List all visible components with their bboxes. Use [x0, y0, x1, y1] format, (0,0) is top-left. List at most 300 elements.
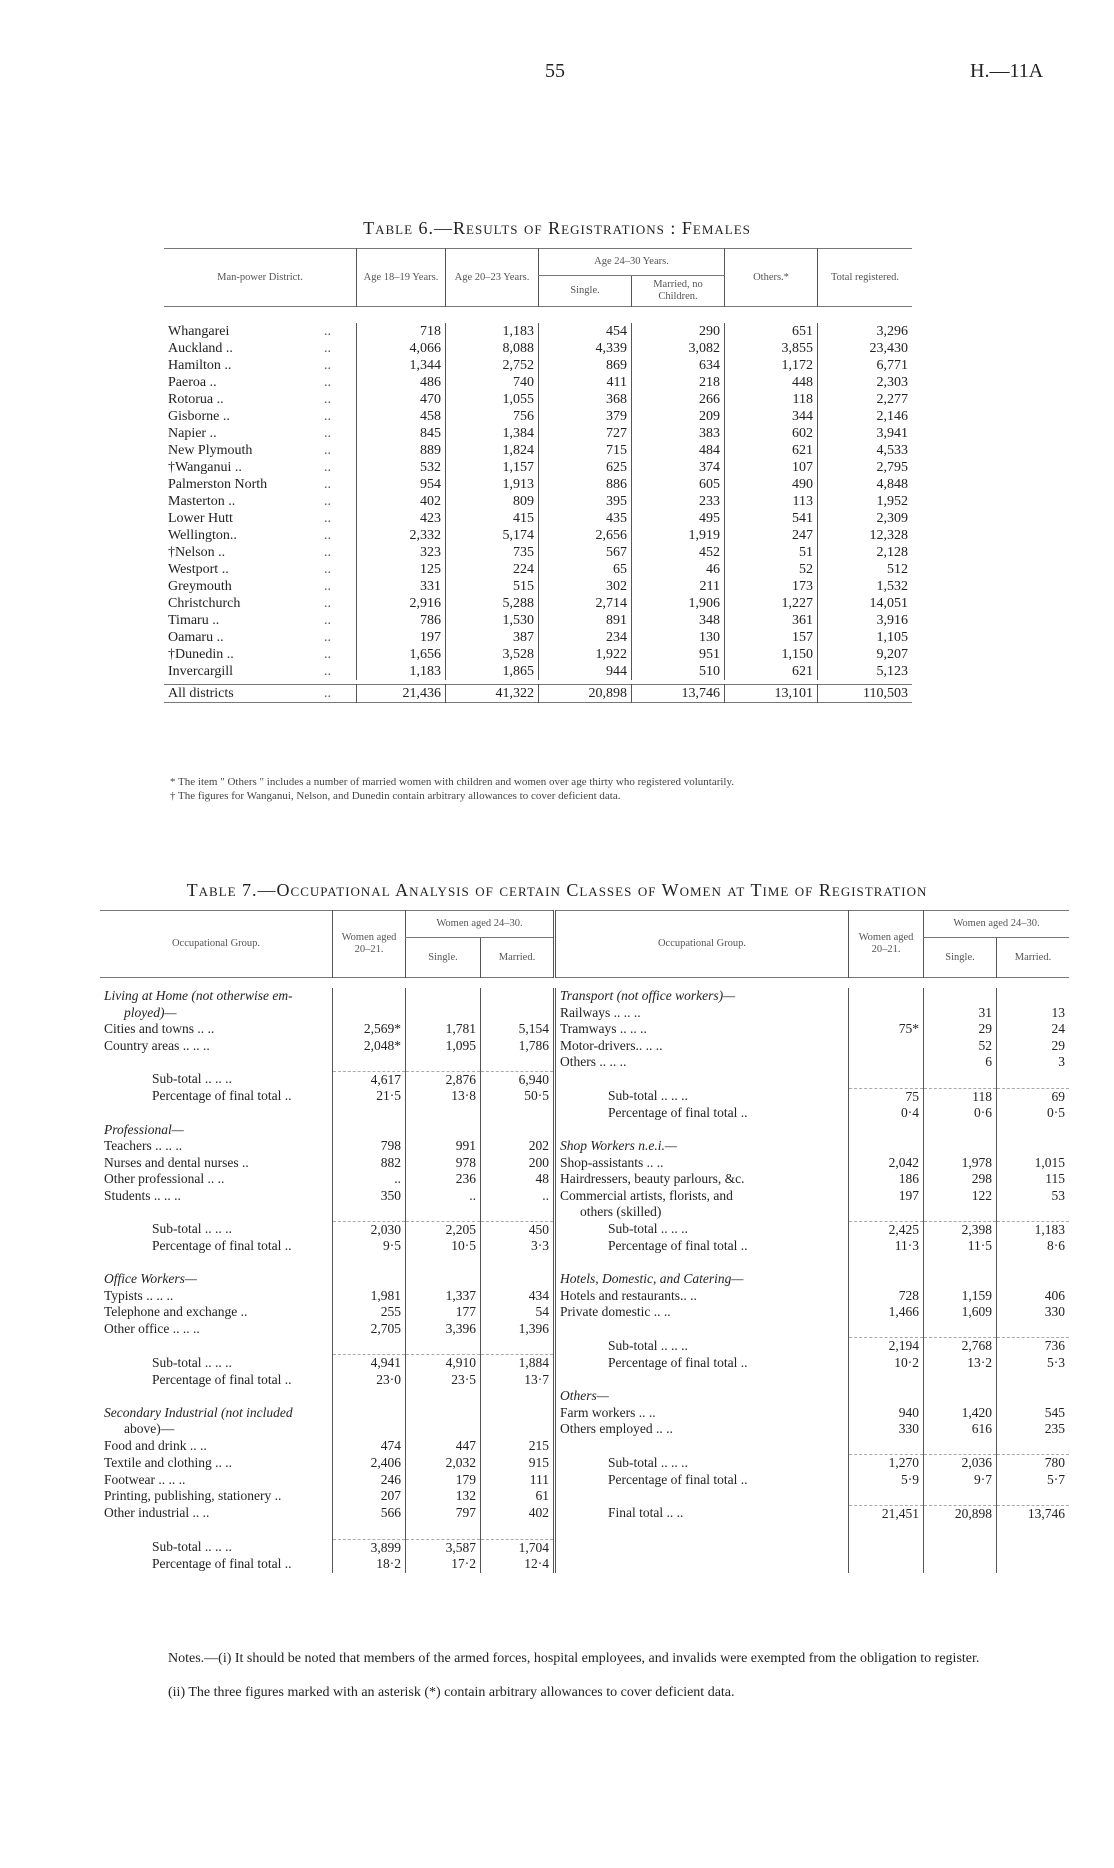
leader-dots: .. [324, 528, 331, 543]
right-value-cell [924, 1122, 997, 1139]
value-cell: 2,128 [818, 544, 913, 561]
value-cell: 411 [539, 374, 632, 391]
value-cell: 1,344 [357, 357, 446, 374]
right-group-label: Percentage of final total .. [555, 1105, 849, 1122]
left-value-cell [333, 1388, 406, 1405]
left-group-label [100, 1255, 333, 1272]
value-cell: 9,207 [818, 646, 913, 663]
right-value-cell: 0·4 [849, 1105, 924, 1122]
right-group-label [555, 1321, 849, 1338]
left-value-cell [333, 1255, 406, 1272]
leader-dots: .. [324, 596, 331, 611]
left-group-label: Sub-total .. .. .. [152, 1539, 232, 1555]
right-value-cell [997, 1321, 1070, 1338]
left-group-label: Printing, publishing, stationery .. [104, 1488, 282, 1504]
value-cell: 2,303 [818, 374, 913, 391]
table-row [164, 476, 912, 493]
value-cell: 247 [725, 527, 818, 544]
right-value-cell: 1,978 [924, 1155, 997, 1172]
value-cell: 130 [632, 629, 725, 646]
table-row [164, 374, 912, 391]
left-value-cell [481, 1204, 555, 1221]
table-row [100, 1204, 1069, 1221]
left-group-label: ployed)— [124, 1004, 177, 1020]
left-value-cell: 54 [481, 1304, 555, 1321]
leader-dots: .. [324, 613, 331, 628]
col-others: Others.* [725, 249, 818, 307]
table-row [100, 1355, 1069, 1372]
value-cell: 2,752 [446, 357, 539, 374]
table-row [164, 340, 912, 357]
value-cell: 209 [632, 408, 725, 425]
col-married: Married, no Children. [632, 276, 725, 307]
value-cell: 2,332 [357, 527, 446, 544]
left-value-cell [406, 1421, 481, 1438]
leader-dots: .. [324, 460, 331, 475]
left-value-cell: 13·8 [406, 1088, 481, 1105]
right-value-cell: 20,898 [924, 1505, 997, 1522]
col-occupational-group-left: Occupational Group. [171, 938, 261, 949]
left-value-cell: 23·0 [333, 1372, 406, 1389]
table-row [164, 544, 912, 561]
right-value-cell [997, 1122, 1070, 1139]
right-group-label: Sub-total .. .. .. [555, 1221, 849, 1238]
right-value-cell [849, 1522, 924, 1539]
left-value-cell [333, 988, 406, 1005]
left-group-label: Percentage of final total .. [152, 1088, 292, 1104]
col-married-left: Married. [481, 938, 555, 978]
left-value-cell: 434 [481, 1288, 555, 1305]
right-value-cell [997, 1255, 1070, 1272]
left-value-cell [481, 1338, 555, 1355]
district-name: Palmerston North [168, 477, 268, 492]
left-value-cell [333, 1005, 406, 1022]
table-row [100, 1221, 1069, 1238]
left-value-cell [333, 1105, 406, 1122]
value-cell: 1,530 [446, 612, 539, 629]
left-value-cell [481, 1054, 555, 1071]
value-cell: 218 [632, 374, 725, 391]
left-value-cell [481, 1271, 555, 1288]
value-cell: 5,174 [446, 527, 539, 544]
left-value-cell: 2,569* [333, 1021, 406, 1038]
value-cell: 4,066 [357, 340, 446, 357]
left-value-cell: 4,941 [333, 1355, 406, 1372]
right-value-cell: 13 [997, 1005, 1070, 1022]
leader-dots: .. [324, 341, 331, 356]
right-value-cell: 1,015 [997, 1155, 1070, 1172]
value-cell: 2,916 [357, 595, 446, 612]
value-cell: 602 [725, 425, 818, 442]
value-cell: 2,795 [818, 459, 913, 476]
col-women-24-30-left: Women aged 24–30. [406, 911, 555, 938]
left-value-cell: 3,587 [406, 1539, 481, 1556]
left-value-cell [481, 1405, 555, 1422]
value-cell: 2,714 [539, 595, 632, 612]
col-women-20-21-right: Women aged 20–21. [849, 911, 924, 978]
table-row [100, 1271, 1069, 1288]
value-cell: 6,771 [818, 357, 913, 374]
right-value-cell [924, 1438, 997, 1455]
right-value-cell: 115 [997, 1171, 1070, 1188]
value-cell: 3,941 [818, 425, 913, 442]
value-cell: 605 [632, 476, 725, 493]
table6-footnote-dagger: † The figures for Wanganui, Nelson, and Dunedin contain arbitrary allowances to cover deficient data. [170, 790, 621, 802]
table7-title: Table 7.—Occupational Analysis of certain Classes of Women at Time of Registration [186, 880, 928, 900]
left-group-label: Percentage of final total .. [152, 1238, 292, 1253]
right-group-label [555, 1071, 849, 1088]
table-row [100, 1438, 1069, 1455]
district-name: Timaru .. [168, 613, 220, 628]
right-group-label: Others employed .. .. [555, 1421, 849, 1438]
value-cell: 65 [539, 561, 632, 578]
total-cell: 13,746 [632, 685, 725, 703]
district-name: Napier .. [168, 426, 217, 441]
table-row [100, 1038, 1069, 1055]
right-group-label: Sub-total .. .. .. [555, 1088, 849, 1105]
right-value-cell [924, 1204, 997, 1221]
left-group-label [100, 1338, 333, 1355]
leader-dots: .. [324, 375, 331, 390]
table-row [100, 1122, 1069, 1139]
left-value-cell: 3,396 [406, 1321, 481, 1338]
right-group-label: Sub-total .. .. .. [555, 1338, 849, 1355]
district-name: Westport .. [168, 562, 229, 577]
left-group-label: Food and drink .. .. [104, 1437, 207, 1453]
table-row [164, 493, 912, 510]
left-group-label: Office Workers— [104, 1271, 197, 1286]
left-value-cell [333, 1271, 406, 1288]
right-group-label [555, 1488, 849, 1505]
left-value-cell: 1,884 [481, 1355, 555, 1372]
value-cell: 12,328 [818, 527, 913, 544]
right-group-label: Shop Workers n.e.i.— [555, 1138, 849, 1155]
right-value-cell [849, 1271, 924, 1288]
table-row [100, 1405, 1069, 1422]
value-cell: 1,227 [725, 595, 818, 612]
left-value-cell: 350 [333, 1188, 406, 1205]
table-row [100, 1138, 1069, 1155]
left-value-cell: 48 [481, 1171, 555, 1188]
value-cell: 1,150 [725, 646, 818, 663]
left-group-label: Country areas .. .. .. [104, 1037, 210, 1053]
left-value-cell: 1,981 [333, 1288, 406, 1305]
right-value-cell [924, 1522, 997, 1539]
right-value-cell: 24 [997, 1021, 1070, 1038]
right-value-cell: 5·7 [997, 1472, 1070, 1489]
table6-title: Table 6.—Results of Registrations : Females [363, 218, 751, 238]
value-cell: 886 [539, 476, 632, 493]
value-cell: 1,532 [818, 578, 913, 595]
right-value-cell: 6 [924, 1054, 997, 1071]
col-age-18-19: Age 18–19 Years. [357, 249, 446, 307]
value-cell: 458 [357, 408, 446, 425]
col-single-left: Single. [406, 938, 481, 978]
value-cell: 1,384 [446, 425, 539, 442]
leader-dots: .. [324, 686, 331, 701]
left-value-cell: 450 [481, 1221, 555, 1238]
left-value-cell: 1,704 [481, 1539, 555, 1556]
right-value-cell [849, 1556, 924, 1573]
value-cell: 718 [357, 323, 446, 340]
left-value-cell [481, 988, 555, 1005]
table-row [100, 1338, 1069, 1355]
right-value-cell [924, 1488, 997, 1505]
value-cell: 4,339 [539, 340, 632, 357]
table-row [164, 442, 912, 459]
value-cell: 845 [357, 425, 446, 442]
right-value-cell: 940 [849, 1405, 924, 1422]
right-group-label: Sub-total .. .. .. [555, 1455, 849, 1472]
table-row [164, 527, 912, 544]
value-cell: 2,309 [818, 510, 913, 527]
value-cell: 1,865 [446, 663, 539, 680]
left-value-cell [406, 1105, 481, 1122]
right-group-label: Private domestic .. .. [555, 1304, 849, 1321]
right-value-cell: 780 [997, 1455, 1070, 1472]
table-row [164, 459, 912, 476]
table-row [100, 1472, 1069, 1489]
left-value-cell [481, 1105, 555, 1122]
right-value-cell: 53 [997, 1188, 1070, 1205]
value-cell: 323 [357, 544, 446, 561]
value-cell: 510 [632, 663, 725, 680]
left-group-label: Percentage of final total .. [152, 1556, 292, 1571]
district-name: New Plymouth [168, 443, 253, 458]
value-cell: 567 [539, 544, 632, 561]
left-value-cell: 179 [406, 1472, 481, 1489]
left-group-label: Living at Home (not otherwise em- [104, 988, 293, 1003]
col-occupational-group-right: Occupational Group. [555, 911, 849, 978]
right-value-cell [997, 1388, 1070, 1405]
value-cell: 107 [725, 459, 818, 476]
right-group-label [555, 1556, 849, 1573]
value-cell: 1,952 [818, 493, 913, 510]
right-value-cell: 69 [997, 1088, 1070, 1105]
value-cell: 379 [539, 408, 632, 425]
col-married-right: Married. [997, 938, 1070, 978]
right-group-label [555, 1522, 849, 1539]
right-group-label: Percentage of final total .. [555, 1472, 849, 1489]
value-cell: 891 [539, 612, 632, 629]
value-cell: 14,051 [818, 595, 913, 612]
table-row [100, 1105, 1069, 1122]
left-value-cell: .. [406, 1188, 481, 1205]
leader-dots: .. [324, 409, 331, 424]
table-row [100, 1556, 1069, 1573]
left-group-label: Percentage of final total .. [152, 1371, 292, 1387]
left-group-label: Other professional .. .. [104, 1171, 225, 1186]
value-cell: 197 [357, 629, 446, 646]
right-group-label: Hairdressers, beauty parlours, &c. [555, 1171, 849, 1188]
left-group-label: Telephone and exchange .. [104, 1304, 248, 1319]
left-value-cell: 882 [333, 1155, 406, 1172]
value-cell: 944 [539, 663, 632, 680]
col-single: Single. [539, 276, 632, 307]
right-group-label [555, 1255, 849, 1272]
left-group-label: Footwear .. .. .. [104, 1471, 186, 1487]
total-label: All districts [168, 686, 234, 701]
leader-dots: .. [324, 477, 331, 492]
left-value-cell: 978 [406, 1155, 481, 1172]
left-value-cell: 12·4 [481, 1556, 555, 1573]
right-value-cell [924, 1388, 997, 1405]
right-value-cell [997, 1438, 1070, 1455]
leader-dots: .. [324, 647, 331, 662]
table-row [164, 595, 912, 612]
value-cell: 387 [446, 629, 539, 646]
value-cell: 512 [818, 561, 913, 578]
left-value-cell: .. [481, 1188, 555, 1205]
table-row [100, 1171, 1069, 1188]
value-cell: 448 [725, 374, 818, 391]
left-value-cell: 207 [333, 1488, 406, 1505]
value-cell: 486 [357, 374, 446, 391]
value-cell: 454 [539, 323, 632, 340]
left-group-label: Sub-total .. .. .. [152, 1221, 232, 1237]
left-value-cell: 3·3 [481, 1238, 555, 1255]
right-value-cell: 13,746 [997, 1505, 1070, 1522]
right-value-cell [924, 1138, 997, 1155]
left-value-cell: 3,899 [333, 1539, 406, 1556]
right-group-label: Shop-assistants .. .. [555, 1155, 849, 1172]
table-row [100, 1255, 1069, 1272]
right-group-label: Hotels and restaurants.. .. [555, 1288, 849, 1305]
value-cell: 954 [357, 476, 446, 493]
value-cell: 1,913 [446, 476, 539, 493]
value-cell: 1,157 [446, 459, 539, 476]
value-cell: 3,528 [446, 646, 539, 663]
right-value-cell [849, 1539, 924, 1556]
value-cell: 368 [539, 391, 632, 408]
right-value-cell [849, 1122, 924, 1139]
leader-dots: .. [324, 511, 331, 526]
left-value-cell [406, 1122, 481, 1139]
district-name: Gisborne .. [168, 409, 230, 424]
left-value-cell [406, 1522, 481, 1539]
left-group-label: Sub-total .. .. .. [152, 1071, 232, 1087]
left-value-cell: 202 [481, 1138, 555, 1155]
table-row [164, 510, 912, 527]
left-value-cell [406, 1338, 481, 1355]
left-value-cell: 797 [406, 1505, 481, 1522]
table-row [164, 629, 912, 646]
value-cell: 484 [632, 442, 725, 459]
district-name: Invercargill [168, 664, 234, 679]
right-value-cell [924, 1539, 997, 1556]
value-cell: 224 [446, 561, 539, 578]
left-group-label: Professional— [104, 1121, 184, 1137]
value-cell: 348 [632, 612, 725, 629]
value-cell: 113 [725, 493, 818, 510]
right-value-cell: 8·6 [997, 1238, 1070, 1255]
right-value-cell: 11·3 [849, 1238, 924, 1255]
value-cell: 1,656 [357, 646, 446, 663]
value-cell: 374 [632, 459, 725, 476]
table-row [100, 1071, 1069, 1088]
right-value-cell: 11·5 [924, 1238, 997, 1255]
table-row [164, 323, 912, 340]
left-group-label [100, 1054, 333, 1071]
left-value-cell [333, 1421, 406, 1438]
leader-dots: .. [324, 324, 331, 339]
right-group-label: Others .. .. .. [555, 1054, 849, 1071]
left-group-label [100, 1105, 333, 1122]
left-value-cell [406, 1005, 481, 1022]
right-value-cell: 122 [924, 1188, 997, 1205]
left-value-cell: 2,876 [406, 1071, 481, 1088]
district-name: Whangarei [168, 324, 230, 339]
table-row [100, 1421, 1069, 1438]
right-value-cell: 616 [924, 1421, 997, 1438]
district-name: Oamaru .. [168, 630, 224, 645]
right-group-label: Motor-drivers.. .. .. [555, 1038, 849, 1055]
district-name: Auckland .. [168, 341, 233, 356]
left-value-cell [333, 1522, 406, 1539]
table-row [100, 1188, 1069, 1205]
table6-footnote-others: * The item " Others " includes a number of married women with children and women over age thirty who registered voluntarily. [170, 776, 735, 788]
value-cell: 634 [632, 357, 725, 374]
left-group-label: Secondary Industrial (not included [104, 1404, 293, 1420]
left-group-label: Students .. .. .. [104, 1187, 181, 1203]
right-group-label: Transport (not office workers)— [555, 988, 849, 1005]
right-value-cell [849, 1054, 924, 1071]
left-value-cell: 915 [481, 1455, 555, 1472]
right-group-label: Percentage of final total .. [555, 1355, 849, 1372]
left-value-cell: 246 [333, 1472, 406, 1489]
table-row [100, 1021, 1069, 1038]
table-row [164, 425, 912, 442]
right-value-cell [849, 1005, 924, 1022]
left-value-cell: 23·5 [406, 1372, 481, 1389]
left-value-cell [333, 1054, 406, 1071]
value-cell: 651 [725, 323, 818, 340]
right-value-cell: 21,451 [849, 1505, 924, 1522]
right-group-label: Railways .. .. .. [555, 1005, 849, 1022]
left-group-label: Teachers .. .. .. [104, 1138, 183, 1153]
left-value-cell: 798 [333, 1138, 406, 1155]
right-value-cell [849, 1138, 924, 1155]
value-cell: 470 [357, 391, 446, 408]
value-cell: 344 [725, 408, 818, 425]
right-value-cell: 406 [997, 1288, 1070, 1305]
value-cell: 735 [446, 544, 539, 561]
table-row [164, 357, 912, 374]
district-name: Masterton .. [168, 494, 236, 509]
right-value-cell: 13·2 [924, 1355, 997, 1372]
right-value-cell [997, 1488, 1070, 1505]
right-value-cell: 2,425 [849, 1221, 924, 1238]
right-value-cell [997, 1372, 1070, 1389]
left-value-cell: 474 [333, 1438, 406, 1455]
table-row [164, 561, 912, 578]
right-value-cell: 29 [997, 1038, 1070, 1055]
right-value-cell: 298 [924, 1171, 997, 1188]
leader-dots: .. [324, 630, 331, 645]
left-group-label: Cities and towns .. .. [104, 1021, 215, 1036]
value-cell: 5,123 [818, 663, 913, 680]
left-value-cell [406, 1405, 481, 1422]
right-group-label [555, 1122, 849, 1139]
value-cell: 173 [725, 578, 818, 595]
right-value-cell [849, 988, 924, 1005]
right-group-label [555, 1372, 849, 1389]
left-group-label: Other industrial .. .. [104, 1505, 210, 1521]
right-value-cell: 235 [997, 1421, 1070, 1438]
left-value-cell: 9·5 [333, 1238, 406, 1255]
left-value-cell: 17·2 [406, 1556, 481, 1573]
right-value-cell [997, 1556, 1070, 1573]
